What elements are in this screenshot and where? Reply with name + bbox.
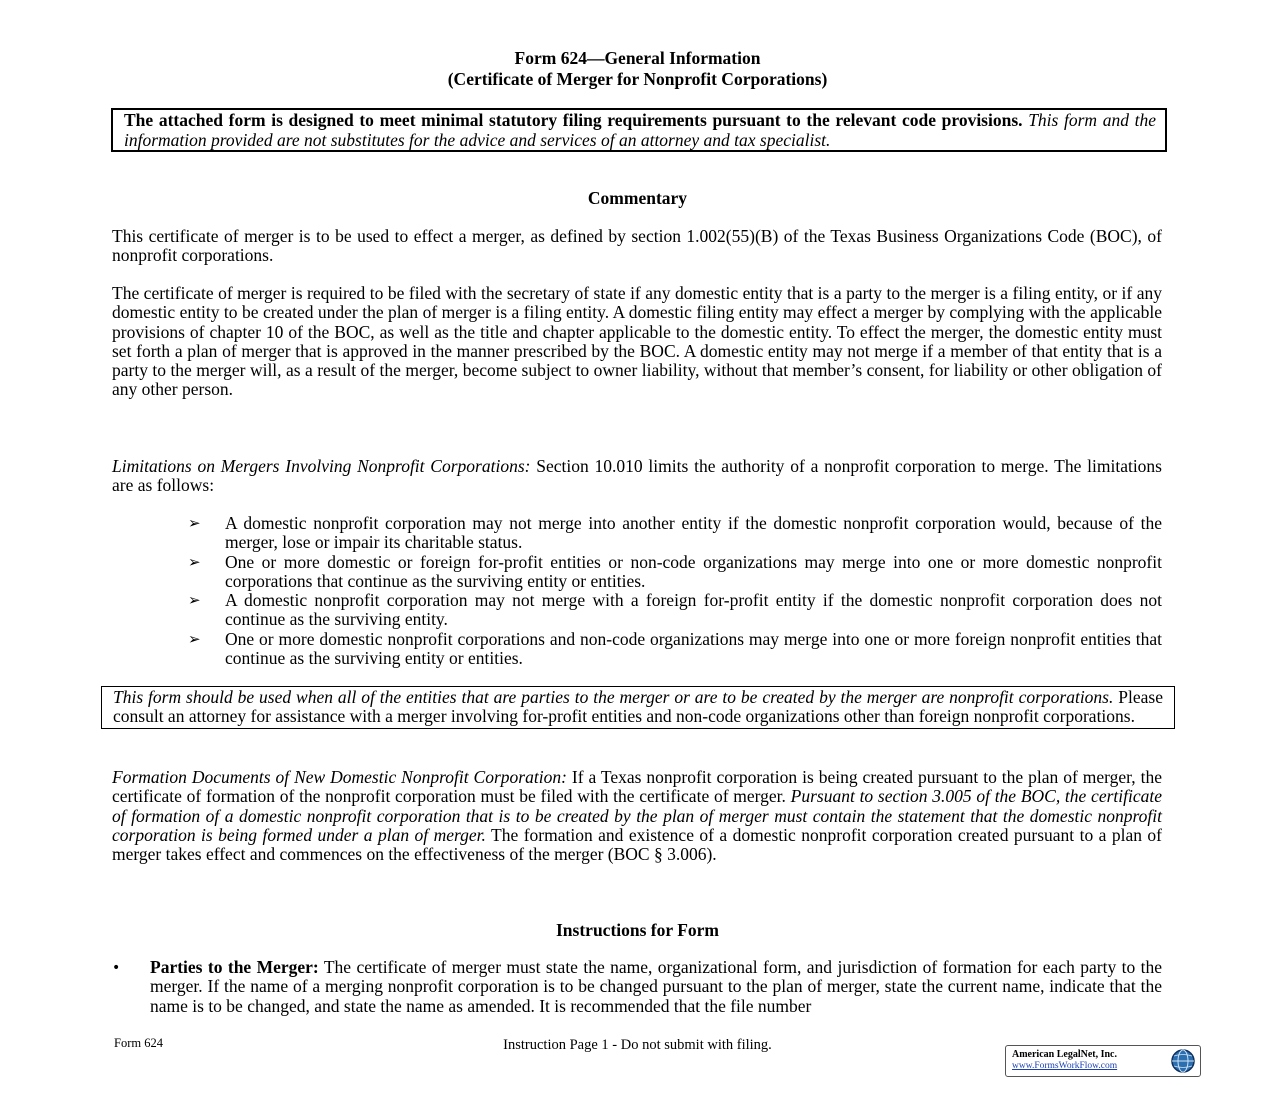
commentary-paragraph-1: This certificate of merger is to be used to effect a merger, as defined by section 1.002(55)(B) of the Texas Business Organizations Code (BOC), of nonprofit corporations. bbox=[112, 226, 1162, 266]
arrow-bullet-icon: ➢ bbox=[188, 591, 201, 610]
arrow-bullet-icon: ➢ bbox=[188, 552, 201, 571]
logo-company-name: American LegalNet, Inc. bbox=[1012, 1049, 1117, 1060]
formation-paragraph bbox=[112, 768, 1162, 864]
arrow-bullet-icon: ➢ bbox=[188, 629, 201, 648]
commentary-heading: Commentary bbox=[587, 188, 688, 208]
bullet-icon: • bbox=[112, 960, 121, 976]
limitations-list bbox=[188, 514, 1162, 668]
american-legalnet-logo[interactable] bbox=[1005, 1045, 1201, 1077]
list-item bbox=[188, 514, 1162, 553]
list-item bbox=[188, 591, 1162, 630]
formation-heading: Formation Documents of New Domestic Nonprofit Corporation: bbox=[112, 767, 567, 787]
usage-italic-text: This form should be used when all of the entities that are parties to the merger or are to be created by the merger are nonprofit corporations. bbox=[113, 687, 1114, 707]
formation-italic-text: Pursuant to section 3.005 of the BOC, the certificate of formation of a domestic nonprofit corporation that is to be created by the plan of merger must contain the statement that the domestic nonprofit corporation is being formed under a plan of merger. bbox=[112, 786, 1162, 845]
limitations-heading: Limitations on Mergers Involving Nonprofit Corporations: bbox=[112, 456, 531, 476]
arrow-bullet-icon: ➢ bbox=[188, 514, 201, 532]
footer-form-label: Form 624 bbox=[114, 1036, 163, 1050]
globe-icon bbox=[1170, 1048, 1196, 1074]
parties-heading: Parties to the Merger: bbox=[150, 957, 319, 977]
list-item-text: A domestic nonprofit corporation may not merge with a foreign for-profit entity if the domestic nonprofit corporation does not continue as the surviving entity. bbox=[225, 590, 1162, 630]
instructions-item-parties bbox=[112, 958, 1162, 1016]
formation-text-2: The formation and existence of a domestic nonprofit corporation created pursuant to a plan of merger takes effect and commences on the effectiveness of the merger (BOC § 3.006). bbox=[112, 824, 1163, 865]
notice-bold-text: The attached form is designed to meet minimal statutory filing requirements pursuant to the relevant code provisions. bbox=[124, 110, 1023, 130]
commentary-paragraph-2: The certificate of merger is required to be filed with the secretary of state if any domestic entity that is a party to the merger is a filing entity, or if any domestic entity to be created under the plan of merger is a filing entity. A domestic filing entity may effect a merger by complying with the applicable provisions of chapter 10 of the BOC, as well as the title and chapter applicable to the domestic entity. To effect the merger, the domestic entity must set forth a plan of merger that is approved in the manner prescribed by the BOC. A domestic entity may not merge if a member of that entity that is a party to the merger will, as a result of the merger, become subject to owner liability, without that member’s consent, for liability or other obligation of any other person. bbox=[112, 283, 1162, 400]
list-item bbox=[188, 630, 1162, 669]
instructions-item-text bbox=[150, 958, 1162, 1016]
footer-page-note: Instruction Page 1 - Do not submit with filing. bbox=[503, 1037, 772, 1053]
notice-italic-text: This form and the information provided are not substitutes for the advice and services of an attorney and tax specialist. bbox=[124, 110, 1156, 150]
logo-url-link[interactable]: www.FormsWorkFlow.com bbox=[1012, 1061, 1118, 1071]
form-title-block bbox=[0, 48, 1275, 90]
form-title: Form 624—General Information bbox=[514, 48, 761, 68]
list-item-text: One or more domestic or foreign for-profit entities or non-code organizations may merge into one or more domestic nonprofit corporations that continue as the surviving entity or entities. bbox=[225, 551, 1162, 591]
usage-plain-text: Please consult an attorney for assistance with a merger involving for-profit entities and non-code organizations other than foreign nonprofit corporations. bbox=[113, 687, 1163, 727]
list-item-text: A domestic nonprofit corporation may not merge into another entity if the domestic nonprofit corporation would, because of the merger, lose or impair its charitable status. bbox=[225, 513, 1162, 553]
form-subtitle: (Certificate of Merger for Nonprofit Corporations) bbox=[447, 69, 828, 89]
notice-box bbox=[111, 108, 1167, 152]
list-item-text: One or more domestic nonprofit corporations and non-code organizations may merge into one or more foreign nonprofit entities that continue as the surviving entity or entities. bbox=[225, 628, 1162, 669]
parties-text: The certificate of merger must state the name, organizational form, and jurisdiction of formation for each party to the merger. If the name of a merging nonprofit corporation is to be changed pursuant to the plan of merger, state the current name, indicate that the name is to be changed, and state the name as amended. It is recommended that the file number bbox=[150, 957, 1163, 1016]
formation-text-1: If a Texas nonprofit corporation is being created pursuant to the plan of merger, the certificate of formation of the nonprofit corporation must be filed with the certificate of merger. bbox=[112, 767, 1162, 807]
usage-box bbox=[101, 686, 1175, 729]
limitations-paragraph bbox=[112, 457, 1162, 496]
instructions-heading: Instructions for Form bbox=[556, 920, 719, 940]
list-item bbox=[188, 553, 1162, 592]
limitations-text: Section 10.010 limits the authority of a nonprofit corporation to merge. The limitations are as follows: bbox=[112, 456, 1162, 496]
